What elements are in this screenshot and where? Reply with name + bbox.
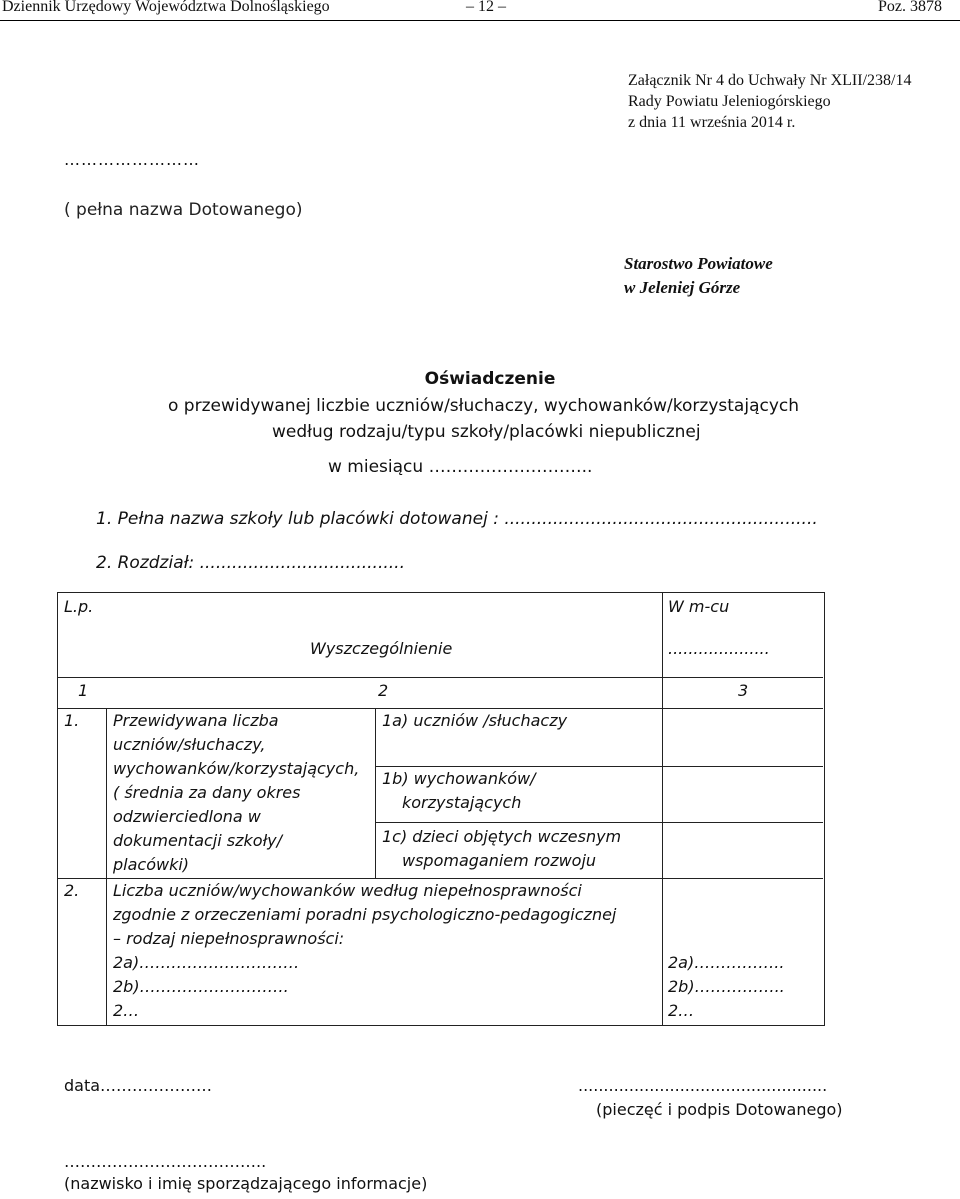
row-2-value: 2b)…………….. <box>668 977 785 996</box>
declaration-line-1: o przewidywanej liczbie uczniów/słuchaczy, wychowanków/korzystających <box>168 396 800 416</box>
declaration-line-2: według rodzaju/typu szkoły/placówki niepublicznej <box>272 422 701 442</box>
table-line <box>106 708 107 1025</box>
header-month: W m-cu <box>668 597 730 616</box>
row-2-line: Liczba uczniów/wychowanków według niepełnosprawności <box>113 881 582 900</box>
declaration-title: Oświadczenie <box>424 369 556 389</box>
row-2-description <box>113 879 616 1023</box>
recipient-line-2: w Jeleniej Górze <box>624 278 741 297</box>
row-2-line: zgodnie z orzeczeniami poradni psychologiczno-pedagogicznej <box>113 905 617 924</box>
grantee-name-dots: …………………… <box>64 150 200 169</box>
table-line <box>375 708 376 878</box>
preparer-label: (nazwisko i imię sporządzającego informacje) <box>64 1174 428 1193</box>
header-rule <box>0 20 960 21</box>
stamp-dots: ................................................. <box>578 1076 828 1095</box>
row-1c-line: 1c) dzieci objętych wczesnym <box>382 827 622 846</box>
page-number: – 12 – <box>466 0 506 15</box>
row-1-number: 1. <box>64 711 80 730</box>
row-1-line: dokumentacji szkoły/ <box>113 831 283 850</box>
row-1c-line: wspomaganiem rozwoju <box>402 851 597 870</box>
recipient-line-1: Starostwo Powiatowe <box>624 254 773 273</box>
row-1-line: wychowanków/korzystających, <box>113 759 360 778</box>
column-number-1: 1 <box>78 681 89 700</box>
annex-line-3: z dnia 11 września 2014 r. <box>628 114 796 131</box>
table-line <box>662 593 663 1025</box>
annex-reference <box>628 70 911 133</box>
row-2-number: 2. <box>64 881 80 900</box>
row-1-line: odzwierciedlona w <box>113 807 261 826</box>
question-chapter: 2. Rozdział: ...................................... <box>96 553 405 573</box>
row-1-description <box>113 709 359 877</box>
grantee-name-label: ( pełna nazwa Dotowanego) <box>64 200 303 220</box>
row-1b-line: korzystających <box>402 793 522 812</box>
header-lp: L.p. <box>64 597 94 616</box>
column-number-2: 2 <box>378 681 389 700</box>
row-2-line: – rodzaj niepełnosprawności: <box>113 929 345 948</box>
row-2-line: 2a)………………………… <box>113 953 300 972</box>
question-school-name: 1. Pełna nazwa szkoły lub placówki dotowanej : .......................................................... <box>96 509 818 529</box>
table-line <box>58 677 823 678</box>
journal-title: Dziennik Urzędowy Województwa Dolnośląskiego <box>2 0 330 15</box>
stamp-label: (pieczęć i podpis Dotowanego) <box>596 1100 843 1119</box>
table-line <box>375 822 823 823</box>
row-2-value: 2… <box>668 1001 695 1020</box>
column-number-3: 3 <box>738 681 749 700</box>
row-1b-line: 1b) wychowanków/ <box>382 769 536 788</box>
row-2-line: 2… <box>113 1001 140 1020</box>
row-1-line: placówki) <box>113 855 190 874</box>
annex-line-2: Rady Powiatu Jeleniogórskiego <box>628 93 831 110</box>
date-field: data………………… <box>64 1076 213 1095</box>
row-2-values <box>668 951 785 1023</box>
row-1c-label <box>382 825 621 873</box>
position-number: Poz. 3878 <box>878 0 942 15</box>
header-month-dots: .................... <box>668 639 770 658</box>
row-1-line: Przewidywana liczba <box>113 711 279 730</box>
preparer-dots: ……………………………….. <box>64 1152 267 1171</box>
declaration-month: w miesiącu ……………………….. <box>328 457 593 477</box>
row-1-line: ( średnia za dany okres <box>113 783 301 802</box>
row-1b-label <box>382 767 536 815</box>
annex-line-1: Załącznik Nr 4 do Uchwały Nr XLII/238/14 <box>628 72 912 89</box>
header-description: Wyszczególnienie <box>310 639 453 658</box>
row-2-value: 2a)…………….. <box>668 953 785 972</box>
declaration-table <box>57 592 825 1026</box>
row-1a-label: 1a) uczniów /słuchaczy <box>382 711 568 730</box>
row-1-line: uczniów/słuchaczy, <box>113 735 266 754</box>
recipient-address <box>624 252 773 300</box>
row-2-line: 2b)………………………. <box>113 977 289 996</box>
